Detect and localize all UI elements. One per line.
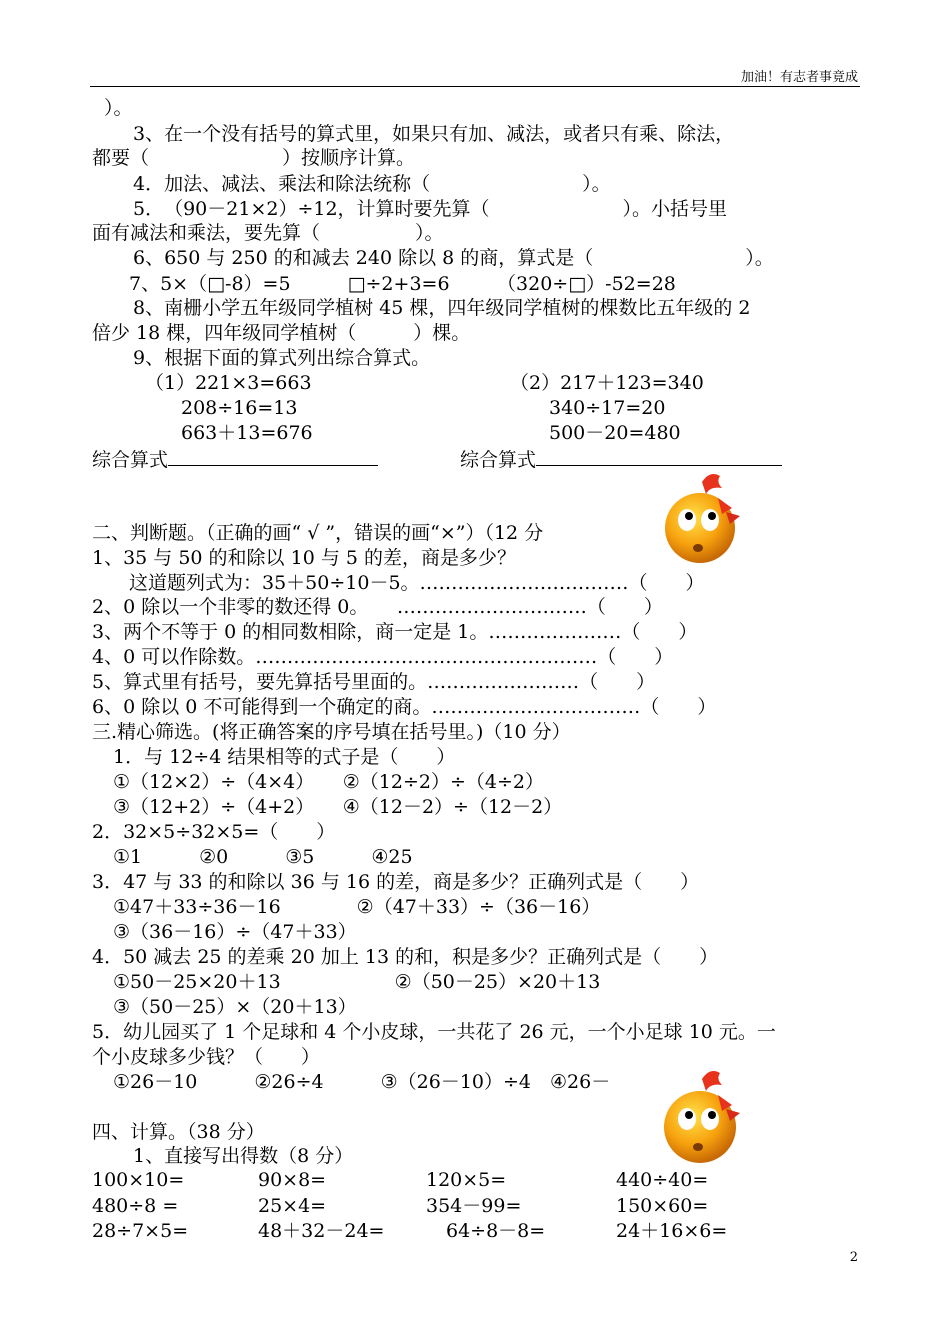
combined-label-left: 综合算式 bbox=[92, 449, 169, 471]
question-8-line-2: 倍少 18 棵，四年级同学植树（ ）棵。 bbox=[92, 322, 471, 344]
choice-q1-options-a: ①（12×2）÷（4×4） ②（12÷2）÷（4÷2） bbox=[113, 771, 544, 793]
q9-right-expr-3: 500－20=480 bbox=[549, 422, 681, 444]
question-3-line-1: 3、在一个没有括号的算式里，如果只有加、减法，或者只有乘、除法， bbox=[133, 123, 735, 145]
calc-r3-c3: 64÷8－8= bbox=[446, 1220, 546, 1242]
q9-right-expr-2: 340÷17=20 bbox=[549, 397, 666, 419]
continuation-line: ）。 bbox=[104, 97, 133, 119]
choice-q1: 1．与 12÷4 结果相等的式子是（ ） bbox=[113, 746, 456, 768]
q9-left-expr-3: 663＋13=676 bbox=[181, 422, 313, 444]
header-slogan: 加油！有志者事竟成 bbox=[740, 70, 858, 85]
calc-r1-c3: 120×5= bbox=[426, 1169, 507, 1191]
choice-q3-options-b: ③（36－16）÷（47＋33） bbox=[113, 921, 357, 943]
choice-q2: 2．32×5÷32×5=（ ） bbox=[92, 821, 336, 843]
judge-item-4: 4、0 可以作除数。………………………………………………（ ） bbox=[92, 646, 674, 668]
calc-r2-c4: 150×60= bbox=[616, 1195, 709, 1217]
choice-q4-options-b: ③（50－25）×（20＋13） bbox=[113, 996, 357, 1018]
page-number: 2 bbox=[849, 1250, 858, 1265]
choice-q5-line-2: 个小皮球多少钱？（ ） bbox=[92, 1046, 321, 1068]
judge-item-6: 6、0 除以 0 不可能得到一个确定的商。……………………………（ ） bbox=[92, 696, 717, 718]
calc-r1-c4: 440÷40= bbox=[616, 1169, 709, 1191]
section-2-title: 二、判断题。（正确的画“ √ ”，错误的画“×”）（12 分 bbox=[92, 522, 544, 544]
judge-item-5: 5、算式里有括号，要先算括号里面的。……………………（ ） bbox=[92, 671, 656, 693]
thinking-face-icon bbox=[660, 468, 750, 568]
calc-r2-c1: 480÷8 = bbox=[92, 1195, 179, 1217]
choice-q4: 4．50 减去 25 的差乘 20 加上 13 的和，积是多少？正确列式是（ ） bbox=[92, 946, 719, 968]
header-rule bbox=[90, 86, 860, 87]
section-3-title: 三.精心筛选。(将正确答案的序号填在括号里。)（10 分） bbox=[92, 721, 571, 743]
judge-item-1: 1、35 与 50 的和除以 10 与 5 的差，商是多少？ bbox=[92, 547, 516, 569]
calc-r2-c3: 354－99= bbox=[426, 1195, 522, 1217]
thinking-face-icon bbox=[660, 1063, 750, 1168]
question-9: 9、根据下面的算式列出综合算式。 bbox=[133, 347, 431, 369]
combined-label-right: 综合算式 bbox=[460, 449, 537, 471]
choice-q3: 3．47 与 33 的和除以 36 与 16 的差，商是多少？正确列式是（ ） bbox=[92, 871, 700, 893]
q9-left-expr-2: 208÷16=13 bbox=[181, 397, 298, 419]
section-4-subtitle: 1、直接写出得数（8 分） bbox=[133, 1145, 354, 1167]
calc-r3-c4: 24＋16×6= bbox=[616, 1220, 728, 1242]
question-8-line-1: 8、南栅小学五年级同学植树 45 棵，四年级同学植树的棵数比五年级的 2 bbox=[133, 297, 751, 319]
answer-line-left bbox=[168, 447, 378, 466]
judge-item-1-expression: 这道题列式为：35＋50÷10－5。……………………………（ ） bbox=[129, 572, 705, 594]
answer-line-right bbox=[536, 447, 782, 466]
choice-q5-options: ①26－10 ②26÷4 ③（26－10）÷4 ④26－ bbox=[113, 1071, 611, 1093]
question-7: 7、5×（□-8）=5 □÷2+3=6 （320÷□）-52=28 bbox=[129, 273, 676, 295]
choice-q1-options-b: ③（12+2）÷（4+2） ④（12－2）÷（12－2） bbox=[113, 796, 563, 818]
question-6: 6、650 与 250 的和减去 240 除以 8 的商，算式是（ ）。 bbox=[133, 247, 774, 269]
calc-r2-c2: 25×4= bbox=[258, 1195, 327, 1217]
choice-q2-options: ①1 ②0 ③5 ④25 bbox=[113, 846, 413, 868]
calc-r1-c1: 100×10= bbox=[92, 1169, 185, 1191]
choice-q5-line-1: 5．幼儿园买了 1 个足球和 4 个小皮球，一共花了 26 元，一个小足球 10 元。一 bbox=[92, 1021, 776, 1043]
question-5-line-2: 面有减法和乘法，要先算（ ）。 bbox=[92, 222, 444, 244]
judge-item-3: 3、两个不等于 0 的相同数相除，商一定是 1。…………………（ ） bbox=[92, 621, 698, 643]
section-4-title: 四、计算。（38 分） bbox=[92, 1121, 265, 1143]
choice-q3-options-a: ①47＋33÷36－16 ②（47＋33）÷（36－16） bbox=[113, 896, 601, 918]
question-4: 4．加法、减法、乘法和除法统称（ ）。 bbox=[133, 173, 611, 195]
judge-item-2: 2、0 除以一个非零的数还得 0。 …………………………（ ） bbox=[92, 596, 663, 618]
choice-q4-options-a: ①50－25×20＋13 ②（50－25）×20＋13 bbox=[113, 971, 601, 993]
q9-left-expr-1: （1）221×3=663 bbox=[145, 372, 312, 394]
calc-r3-c2: 48＋32－24= bbox=[258, 1220, 385, 1242]
question-3-line-2: 都要（ ）按顺序计算。 bbox=[92, 147, 416, 169]
calc-r1-c2: 90×8= bbox=[258, 1169, 327, 1191]
calc-r3-c1: 28÷7×5= bbox=[92, 1220, 189, 1242]
question-5-line-1: 5． （90－21×2）÷12，计算时要先算（ ）。小括号里 bbox=[133, 198, 728, 220]
combined-formula-left bbox=[92, 447, 378, 472]
q9-right-expr-1: （2）217＋123=340 bbox=[510, 372, 704, 394]
